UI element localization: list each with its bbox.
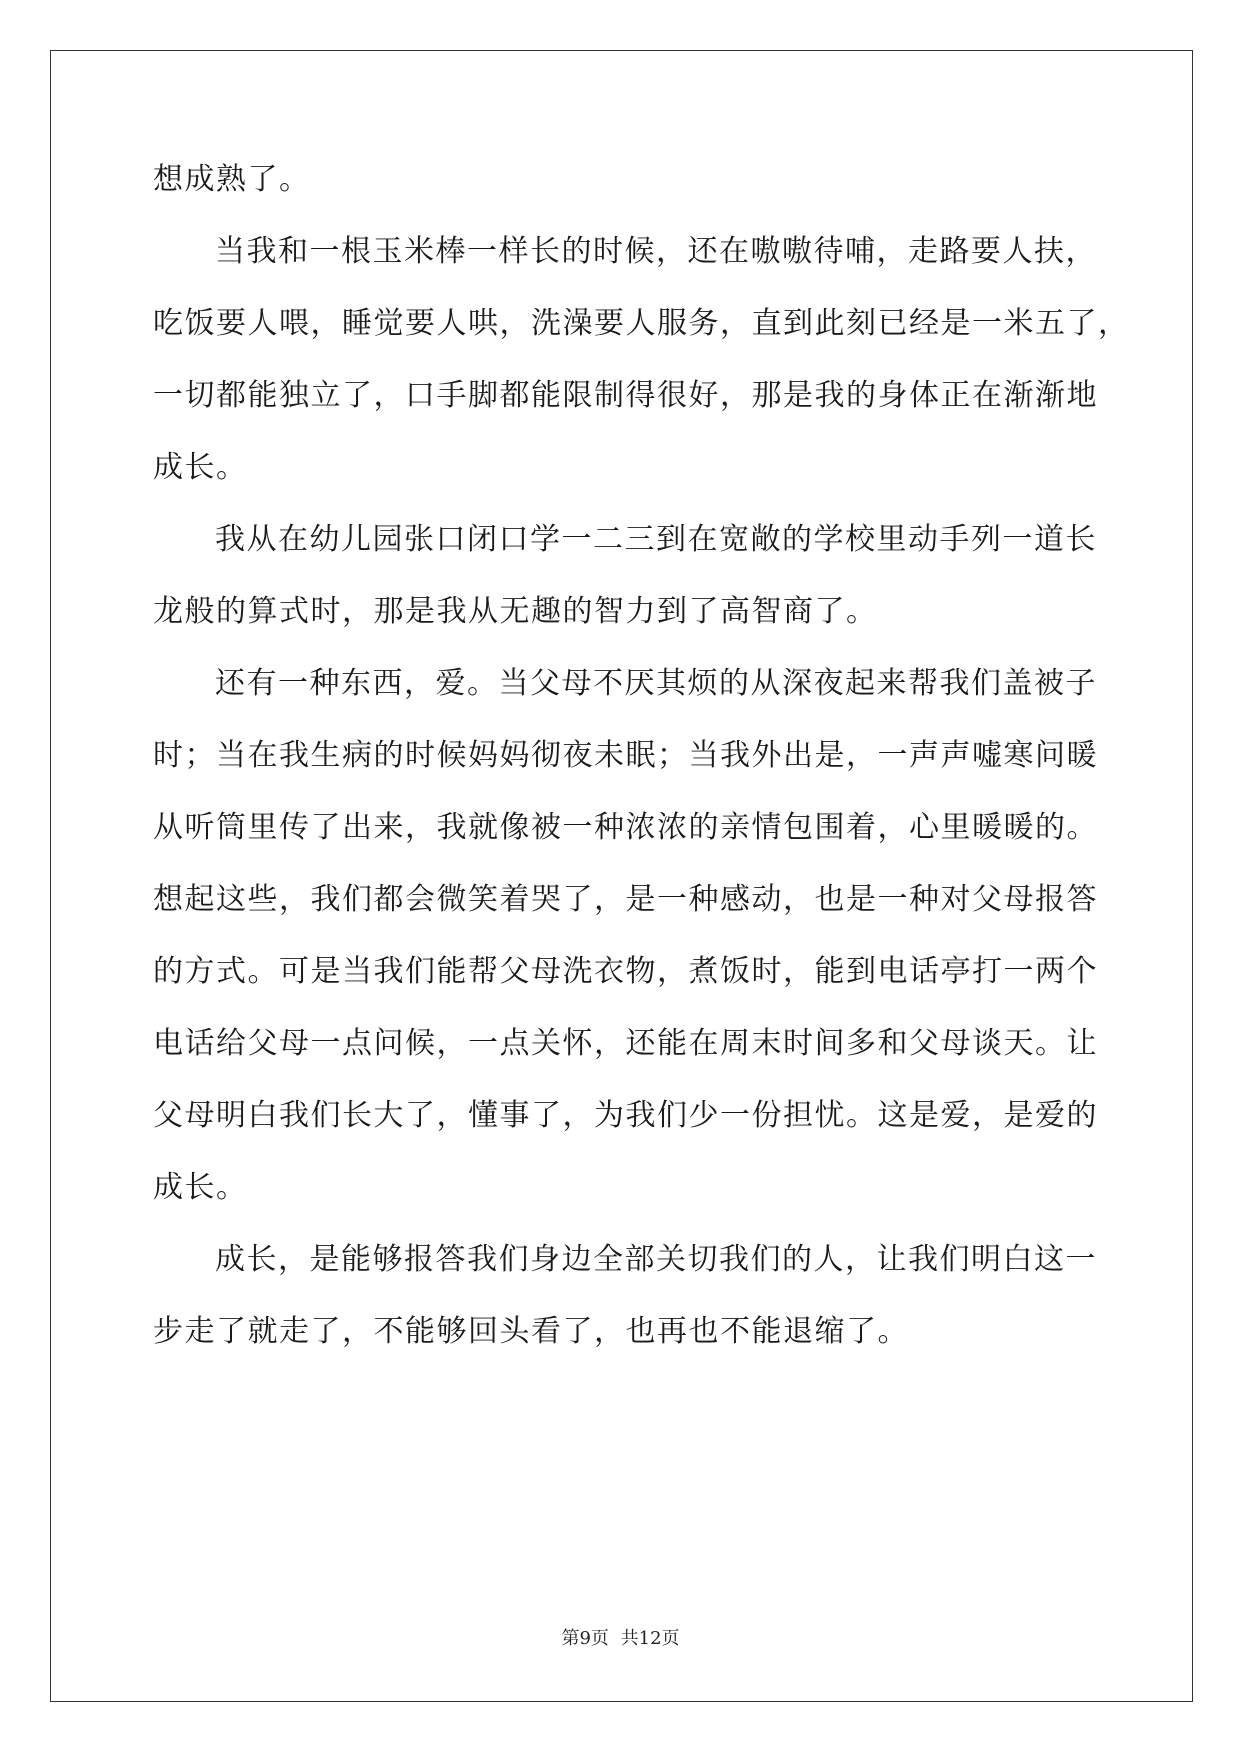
page-border — [50, 50, 1193, 1702]
text-line: 父母明白我们长大了，懂事了，为我们少一份担忧。这是爱，是爱的 — [153, 1098, 1098, 1133]
paragraph-first-line: 当我和一根玉米棒一样长的时候，还在嗷嗷待哺，走路要人扶， — [215, 234, 1097, 269]
page-total: 共12页 — [620, 1628, 680, 1649]
paragraph-first-line: 还有一种东西，爱。当父母不厌其烦的从深夜起来帮我们盖被子 — [215, 666, 1097, 701]
text-line: 一切都能独立了，口手脚都能限制得很好，那是我的身体正在渐渐地 — [153, 378, 1098, 413]
text-line: 吃饭要人喂，睡觉要人哄，洗澡要人服务，直到此刻已经是一米五了， — [153, 306, 1130, 341]
page-number: 第9页 — [561, 1628, 609, 1649]
text-line: 的方式。可是当我们能帮父母洗衣物，煮饭时，能到电话亭打一两个 — [153, 954, 1098, 989]
paragraph-first-line: 我从在幼儿园张口闭口学一二三到在宽敞的学校里动手列一道长 — [215, 522, 1097, 557]
page-footer — [0, 1624, 1241, 1650]
text-line: 龙般的算式时，那是我从无趣的智力到了高智商了。 — [153, 594, 878, 629]
paragraph-first-line: 成长，是能够报答我们身边全部关切我们的人，让我们明白这一 — [215, 1242, 1097, 1277]
text-line: 想成熟了。 — [153, 162, 311, 197]
text-line: 时；当在我生病的时候妈妈彻夜未眠；当我外出是，一声声嘘寒问暖 — [153, 738, 1098, 773]
text-line: 想起这些，我们都会微笑着哭了，是一种感动，也是一种对父母报答 — [153, 882, 1098, 917]
text-line: 从听筒里传了出来，我就像被一种浓浓的亲情包围着，心里暖暖的。 — [153, 810, 1098, 845]
text-line: 成长。 — [153, 450, 248, 485]
text-line: 电话给父母一点问候，一点关怀，还能在周末时间多和父母谈天。让 — [153, 1026, 1098, 1061]
text-line: 步走了就走了，不能够回头看了，也再也不能退缩了。 — [153, 1314, 909, 1349]
text-line: 成长。 — [153, 1170, 248, 1205]
